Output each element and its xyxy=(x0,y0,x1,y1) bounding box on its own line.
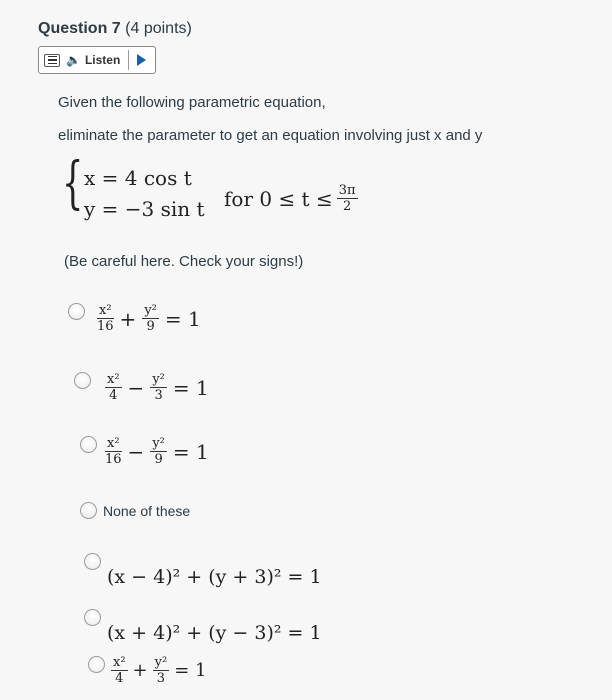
listen-divider xyxy=(128,50,129,70)
rhs: = 1 xyxy=(172,375,209,400)
fraction-denominator: 3 xyxy=(156,671,166,686)
caution-note: (Be careful here. Check your signs!) xyxy=(64,253,304,270)
fraction-numerator: y² xyxy=(144,303,157,318)
fraction-numerator: y² xyxy=(152,436,165,451)
fraction-denominator: 9 xyxy=(154,452,163,467)
fraction-numerator: x² xyxy=(107,372,120,387)
menu-icon[interactable] xyxy=(44,54,60,67)
operator: + xyxy=(132,660,148,681)
rhs: = 1 xyxy=(174,660,207,681)
fraction-denominator: 3 xyxy=(154,388,163,403)
answer-option-4[interactable] xyxy=(80,502,190,519)
range-numerator: 3π xyxy=(338,183,356,198)
radio-button[interactable] xyxy=(88,656,105,673)
rhs: = 1 xyxy=(164,306,201,331)
fraction-denominator: 4 xyxy=(115,671,124,686)
fraction-denominator: 4 xyxy=(109,388,118,403)
radio-button[interactable] xyxy=(80,436,97,453)
operator: + xyxy=(119,306,137,331)
play-icon[interactable] xyxy=(137,54,146,66)
equation-y: y = −3 sin t xyxy=(84,197,205,221)
option-5-math: (x − 4)² + (y + 3)² = 1 xyxy=(107,566,322,588)
radio-button[interactable] xyxy=(74,372,91,389)
fraction-denominator: 16 xyxy=(105,452,122,467)
operator: − xyxy=(127,439,145,464)
answer-option-1[interactable] xyxy=(68,304,201,333)
fraction-numerator: x² xyxy=(99,303,112,318)
question-points: (4 points) xyxy=(125,20,192,37)
parametric-system xyxy=(62,151,382,224)
option-4-label[interactable]: None of these xyxy=(103,502,191,519)
option-6-math: (x + 4)² + (y − 3)² = 1 xyxy=(107,622,322,644)
question-number: Question 7 xyxy=(38,20,121,37)
option-1-math xyxy=(97,304,201,333)
fraction-numerator: y² xyxy=(154,655,168,670)
listen-toolbar[interactable] xyxy=(38,46,156,74)
range-denominator: 2 xyxy=(342,199,352,214)
prompt-line-2: eliminate the parameter to get an equation involving just x and y xyxy=(58,127,483,144)
left-brace: { xyxy=(62,151,84,216)
radio-button[interactable] xyxy=(84,553,101,570)
option-7-math xyxy=(111,656,206,685)
option-3-math xyxy=(105,437,209,466)
listen-label[interactable]: Listen xyxy=(84,53,121,67)
question-header xyxy=(38,20,192,38)
rhs: = 1 xyxy=(172,439,209,464)
answer-option-5[interactable] xyxy=(84,544,322,588)
operator: − xyxy=(127,375,145,400)
equation-x: x = 4 cos t xyxy=(84,166,192,190)
answer-option-6[interactable] xyxy=(84,600,322,644)
fraction-numerator: x² xyxy=(107,436,120,451)
range-fraction xyxy=(337,184,358,213)
radio-button[interactable] xyxy=(84,609,101,626)
answer-option-2[interactable] xyxy=(74,373,209,402)
radio-button[interactable] xyxy=(68,303,85,320)
range-text: for 0 ≤ t ≤ xyxy=(224,186,333,211)
fraction-numerator: x² xyxy=(113,655,126,670)
speaker-icon: 🔈 xyxy=(66,53,81,67)
answer-option-3[interactable] xyxy=(80,437,209,466)
radio-button[interactable] xyxy=(80,502,97,519)
answer-option-7[interactable] xyxy=(88,656,206,685)
option-2-math xyxy=(105,373,209,402)
fraction-denominator: 16 xyxy=(97,319,114,334)
parameter-range xyxy=(224,184,358,213)
fraction-numerator: y² xyxy=(152,372,165,387)
prompt-line-1: Given the following parametric equation, xyxy=(58,94,326,111)
fraction-denominator: 9 xyxy=(146,319,155,334)
